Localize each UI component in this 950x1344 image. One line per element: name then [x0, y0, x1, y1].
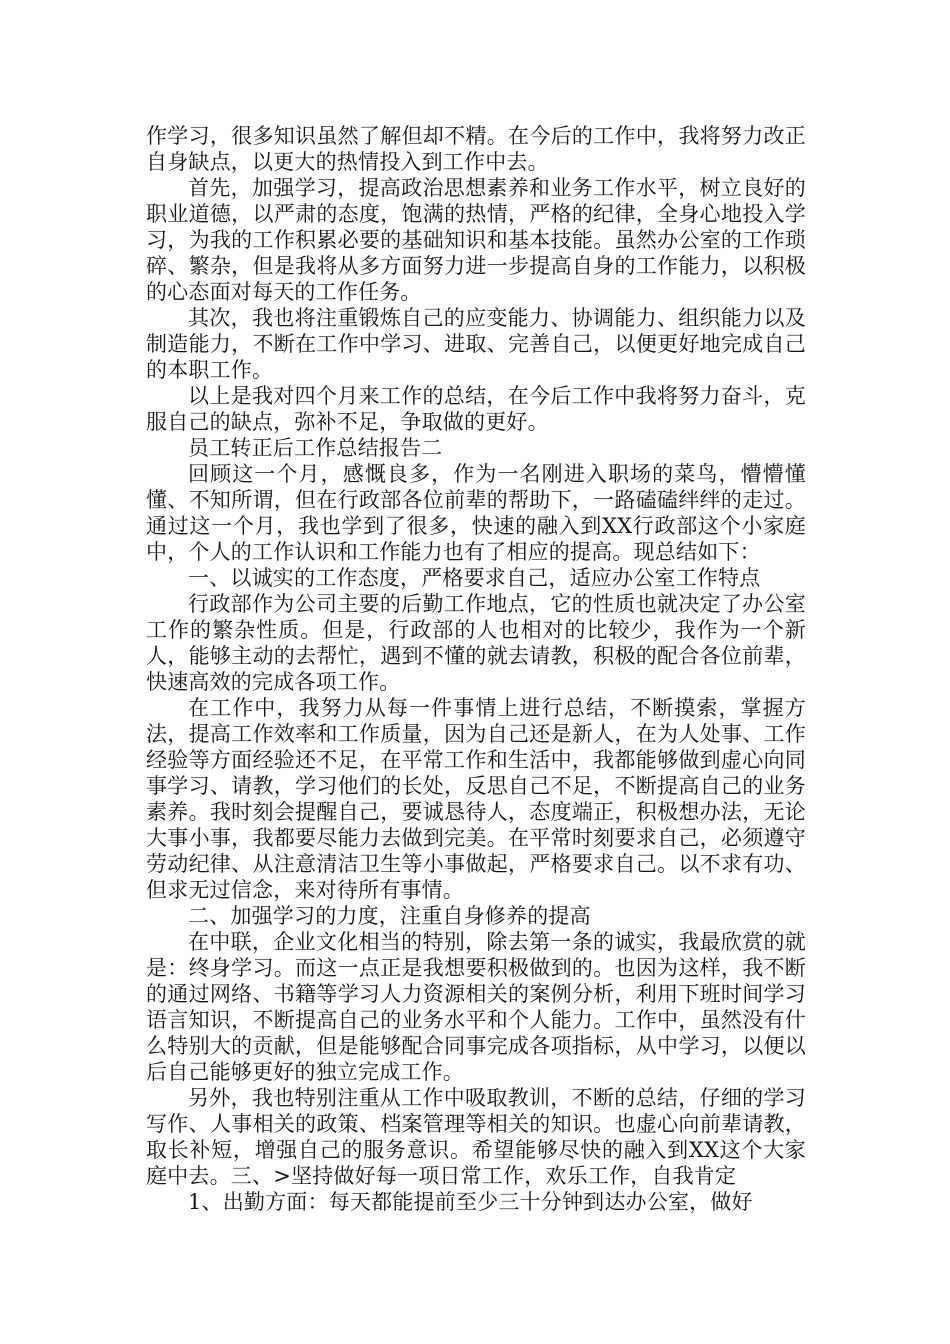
paragraph-13: 1、出勤方面：每天都能提前至少三十分钟到达办公室，做好 [188, 1190, 753, 1214]
paragraph-11: 在中联，企业文化相当的特别，除去第一条的诚实，我最欣赏的就是：终身学习。而这一点正是我想要积极做到的。也因为这样，我不断的通过网络、书籍等学习人力资源相关的案例分析，利用下班时间学习语言知识，不断提高自己的业务水平和个人能力。工作中，虽然没有什么特别大的贡献，但是能够配合同事完成各项指标，从中学习，以便以后自己能够更好的独立完成工作。 [146, 930, 806, 1084]
paragraph-6: 回顾这一个月，感慨良多，作为一名刚进入职场的菜鸟，懵懵懂懂、不知所谓，但在行政部各位前辈的帮助下，一路磕磕绊绊的走过。通过这一个月，我也学到了很多，快速的融入到XX行政部这个小家庭中，个人的工作认识和工作能力也有了相应的提高。现总结如下： [146, 462, 806, 564]
paragraph-2: 首先，加强学习，提高政治思想素养和业务工作水平，树立良好的职业道德，以严肃的态度，饱满的热情，严格的纪律，全身心地投入学习，为我的工作积累必要的基础知识和基本技能。虽然办公室的工作琐碎、繁杂，但是我将从多方面努力进一步提高自身的工作能力，以积极的心态面对每天的工作任务。 [146, 176, 806, 304]
paragraph-3: 其次，我也将注重锻炼自己的应变能力、协调能力、组织能力以及制造能力，不断在工作中学习、进取、完善自己，以便更好地完成自己的本职工作。 [146, 306, 806, 382]
paragraph-9: 在工作中，我努力从每一件事情上进行总结，不断摸索，掌握方法，提高工作效率和工作质量，因为自己还是新人，在为人处事、工作经验等方面经验还不足，在平常工作和生活中，我都能够做到虚心向同事学习、请教，学习他们的长处，反思自己不足，不断提高自己的业务素养。我时刻会提醒自己，要诚恳待人，态度端正，积极想办法，无论大事小事，我都要尽能力去做到完美。在平常时刻要求自己，必须遵守劳动纪律、从注意清洁卫生等小事做起，严格要求自己。以不求有功、但求无过信念，来对待所有事情。 [146, 696, 806, 902]
section-heading-1: 一、以诚实的工作态度，严格要求自己，适应办公室工作特点 [188, 566, 761, 590]
section-title-report-two: 员工转正后工作总结报告二 [188, 436, 443, 460]
paragraph-8: 行政部作为公司主要的后勤工作地点，它的性质也就决定了办公室工作的繁杂性质。但是，行政部的人也相对的比较少，我作为一个新人，能够主动的去帮忙，遇到不懂的就去请教，积极的配合各位前辈，快速高效的完成各项工作。 [146, 592, 806, 694]
paragraph-1: 作学习，很多知识虽然了解但却不精。在今后的工作中，我将努力改正自身缺点，以更大的热情投入到工作中去。 [146, 124, 806, 174]
paragraph-4: 以上是我对四个月来工作的总结，在今后工作中我将努力奋斗，克服自己的缺点，弥补不足，争取做的更好。 [146, 384, 806, 434]
section-heading-2: 二、加强学习的力度，注重自身修养的提高 [188, 904, 591, 928]
document-body [146, 123, 806, 1215]
paragraph-12: 另外，我也特别注重从工作中吸取教训，不断的总结，仔细的学习写作、人事相关的政策、档案管理等相关的知识。也虚心向前辈请教，取长补短，增强自己的服务意识。希望能够尽快的融入到XX这个大家庭中去。三、>坚持做好每一项日常工作，欢乐工作，自我肯定 [146, 1086, 806, 1188]
